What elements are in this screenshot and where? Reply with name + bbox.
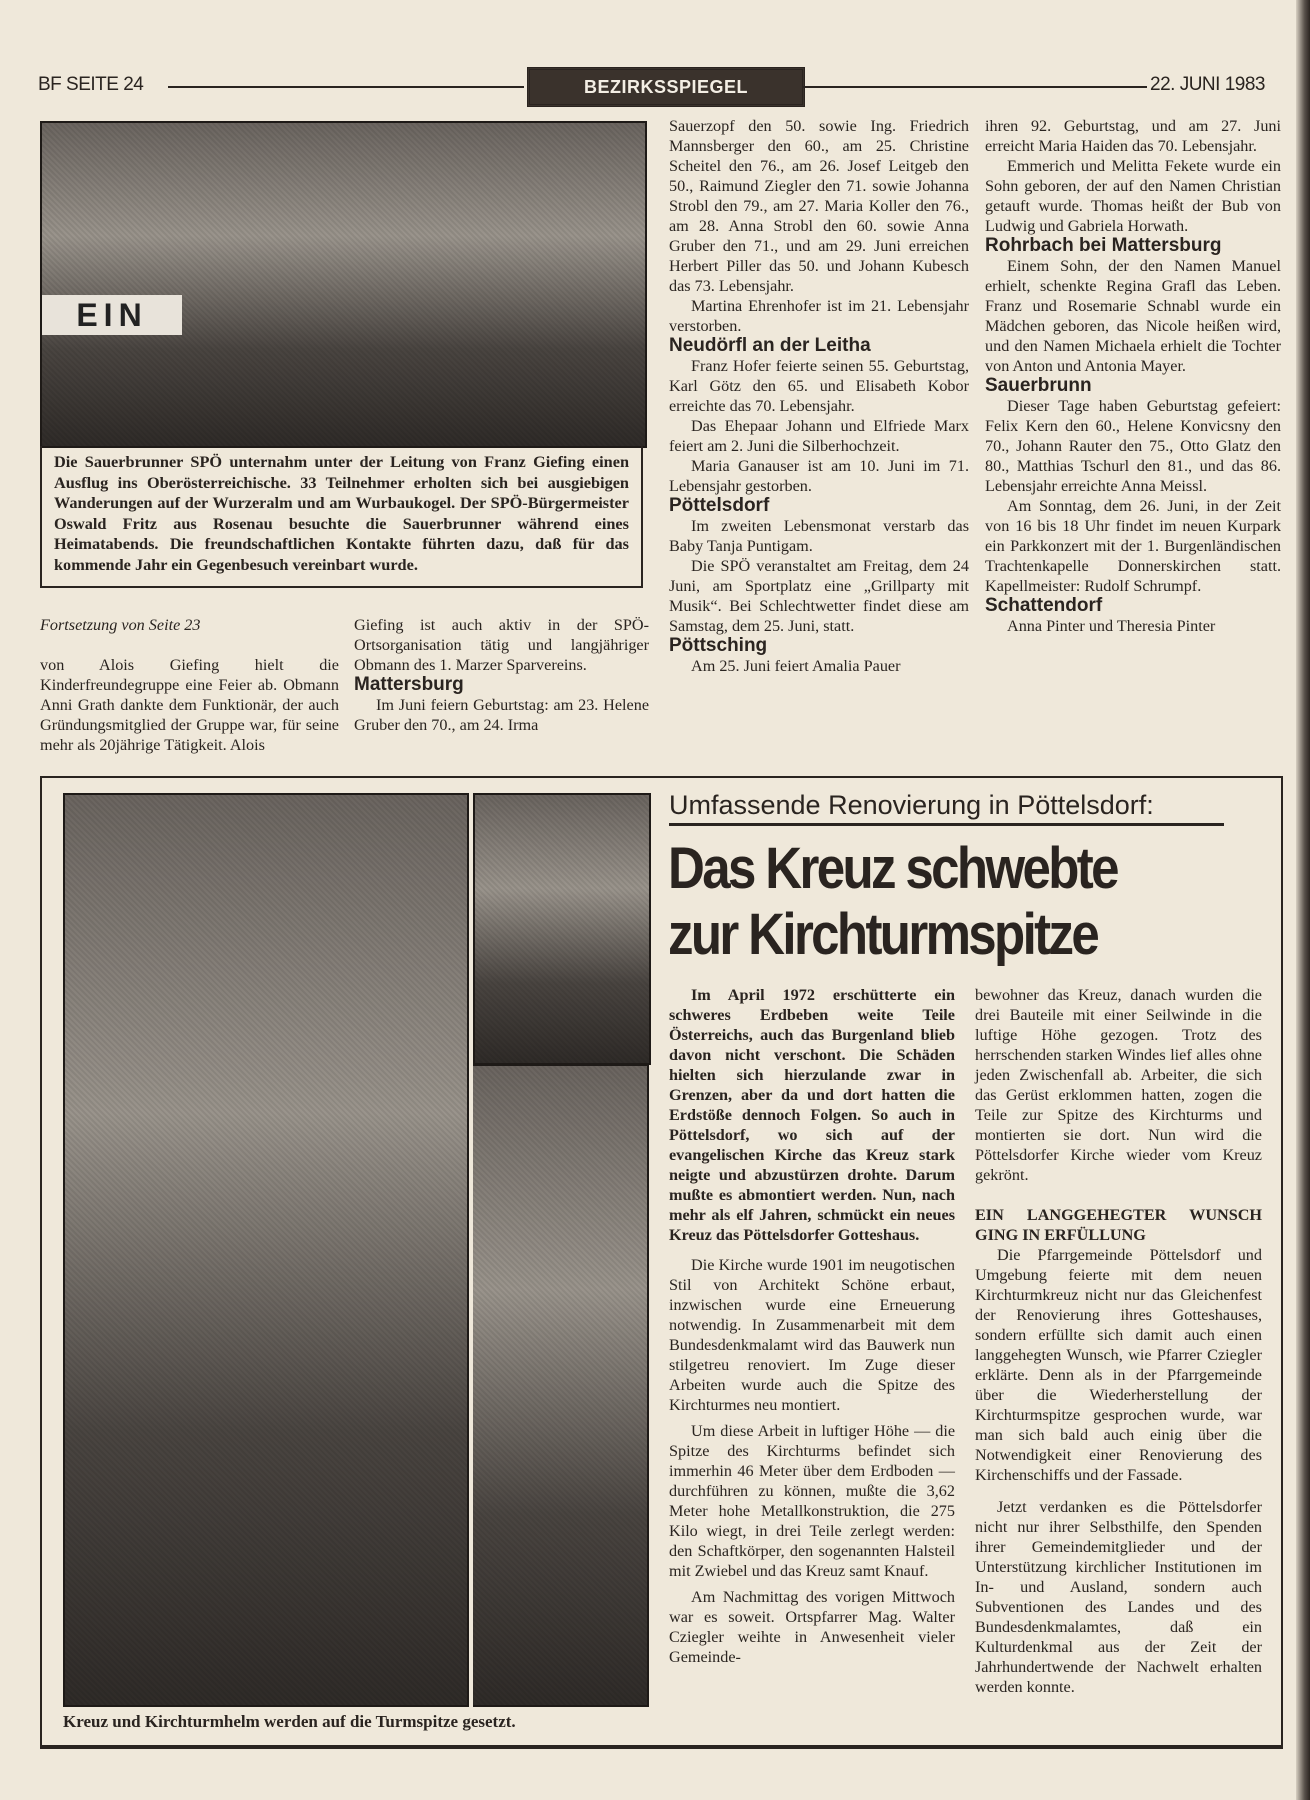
- paragraph: Giefing ist auch aktiv in der SPÖ-Ortsorganisation tätig und langjähriger Obmann des 1. Marzer Sparvereins.: [354, 616, 649, 674]
- issue-date: 22. JUNI 1983: [1150, 74, 1265, 95]
- paragraph: Anna Pinter und Theresia Pinter: [1007, 617, 1216, 635]
- paragraph: Im Juni feiern Geburtstag: am 23. Helene Gruber den 70., am 24. Irma: [354, 696, 649, 734]
- article-kicker: Umfassende Renovierung in Pöttelsdorf:: [669, 790, 1224, 826]
- paragraph: Emmerich und Melitta Fekete wurde ein Sohn geboren, der auf den Namen Christian getauft wurde. Thomas heißt der Bub von Ludwig und Gabriela Horwath.: [985, 157, 1281, 235]
- section-heading-poettsching: Pöttsching: [669, 635, 768, 656]
- paragraph: bewohner das Kreuz, danach wurden die drei Bauteile mit einer Seilwinde in die luftige Höhe gezogen. Trotz des herrschenden starken Windes lief alles ohne jeden Zwischenfall ab. Arbeiter, die sich das Gerüst erklommen hatten, zogen die Teile zur Spitze des Kirchturms und montierten sie dort. Nun wird die Pöttelsdorfer Kirche wieder vom Kreuz gekrönt.: [975, 986, 1262, 1184]
- paragraph: Franz Hofer feierte seinen 55. Geburtstag, Karl Götz den 65. und Elisabeth Kobor erreichte das 70. Lebensjahr.: [669, 357, 969, 415]
- paragraph: Jetzt verdanken es die Pöttelsdorfer nicht nur ihrer Selbsthilfe, den Spenden ihrer Gemeindemitglieder und der Unterstützung kirchlicher Institutionen im In- und Ausland, sondern auch Subventionen des Landes und des Bundesdenkmalamtes, daß ein Kulturdenkmal aus der Zeit der Jahrhundertwende der Nachwelt erhalten werden konnte.: [975, 1498, 1262, 1696]
- article-subheading: EIN LANGGEHEGTER WUNSCH GING IN ERFÜLLUNG: [975, 1206, 1262, 1244]
- feature-column-right: [975, 985, 1262, 1697]
- section-heading-schattendorf: Schattendorf: [985, 595, 1103, 616]
- feature-photo-caption: Kreuz und Kirchturmhelm werden auf die Turmspitze gesetzt.: [63, 1712, 516, 1731]
- section-banner: BEZIRKSSPIEGEL: [527, 67, 805, 107]
- section-heading-rohrbach: Rohrbach bei Mattersburg: [985, 235, 1222, 256]
- article-headline: [668, 836, 1117, 968]
- paragraph: Am 25. Juni feiert Amalia Pauer: [691, 657, 901, 675]
- paragraph: Das Ehepaar Johann und Elfriede Marx feiert am 2. Juni die Silberhochzeit.: [669, 417, 969, 455]
- paragraph: Um diese Arbeit in luftiger Höhe — die Spitze des Kirchturms befindet sich immerhin 46 Meter über dem Erdboden — durchführen zu können, mußte die 3,62 Meter hohe Metallkonstruktion, die 275 Kilo wiegt, in drei Teile zerlegt werden: den Schaftkörper, den sogenannten Halsteil mit Zwiebel und das Kreuz samt Knauf.: [669, 1422, 955, 1580]
- column-2: [354, 615, 649, 735]
- group-photo-bus: [40, 121, 647, 448]
- church-spire-photo: [63, 793, 469, 1707]
- page-number: BF SEITE 24: [38, 74, 144, 95]
- paragraph: ihren 92. Geburtstag, und am 27. Juni erreicht Maria Haiden das 70. Lebensjahr.: [985, 117, 1281, 155]
- feature-column-left: [669, 985, 955, 1667]
- column-1: [40, 615, 339, 755]
- paragraph: Sauerzopf den 50. sowie Ing. Friedrich Mannsberger den 60., am 25. Christine Scheitel den 76., am 26. Josef Leitgeb den 50., Raimund Ziegler den 71. sowie Johanna Strobl den 79., am 27. Maria Koller den 76., am 28. Anna Strobl den 60. sowie Anna Gruber den 71., und am 29. Juni erreichen Herbert Piller das 50. und Johann Kubesch das 73. Lebensjahr.: [669, 117, 969, 295]
- paragraph: Die Kirche wurde 1901 im neugotischen Stil von Architekt Schöne erbaut, inzwischen wurde eine Erneuerung notwendig. In Zusammenarbeit mit dem Bundesdenkmalamt wird das Bauwerk nun stilgetreu renoviert. Im Zuge dieser Arbeiten wurde auch die Spitze des Kirchturmes neu montiert.: [669, 1256, 955, 1414]
- workers-photo: [473, 1064, 649, 1707]
- paragraph: Einem Sohn, der den Namen Manuel erhielt, schenkte Regina Grafl das Leben. Franz und Rosemarie Schnabl wurde ein Mädchen geboren, das Nicole heißen wird, und den Namen Michaela erhielt die Tochter von Anton und Antonia Mayer.: [985, 257, 1281, 375]
- scaffolding-photo: [473, 793, 651, 1065]
- paragraph: Martina Ehrenhofer ist im 21. Lebensjahr verstorben.: [669, 297, 969, 335]
- section-heading-sauerbrunn: Sauerbrunn: [985, 375, 1092, 396]
- paragraph: Am Nachmittag des vorigen Mittwoch war es soweit. Ortspfarrer Mag. Walter Cziegler weihte in Anwesenheit vieler Gemeinde-: [669, 1588, 955, 1666]
- paragraph: Am Sonntag, dem 26. Juni, in der Zeit von 16 bis 18 Uhr findet im neuen Kurpark ein Parkkonzert mit der 1. Burgenländischen Trachtenkapelle Donnerskirchen statt. Kapellmeister: Rudolf Schrumpf.: [985, 497, 1281, 595]
- paragraph: Dieser Tage haben Geburtstag gefeiert: Felix Kern den 60., Helene Konvicsny den 70., Johann Rauter den 75., Otto Glatz den 80., Matthias Tschurl den 81., und das 86. Lebensjahr erreichte Anna Meissl.: [985, 397, 1281, 495]
- headline-line-2: zur Kirchturmspitze: [668, 902, 1098, 967]
- header-rule-right: [802, 86, 1147, 88]
- column-4: [985, 116, 1281, 636]
- bus-sign: EIN: [42, 295, 182, 335]
- column-3: [669, 116, 969, 676]
- section-heading-mattersburg: Mattersburg: [354, 674, 464, 695]
- page-binding-shadow: [1296, 0, 1310, 1800]
- paragraph: Im zweiten Lebensmonat verstarb das Baby Tanja Puntigam.: [669, 517, 969, 555]
- paragraph: Die Pfarrgemeinde Pöttelsdorf und Umgebung feierte mit dem neuen Kirchturmkreuz nicht nur das Gleichenfest der Renovierung ihres Gotteshauses, sondern erfüllte sich damit auch einen langgehegten Wunsch, wie Pfarrer Cziegler erklärte. Denn als in der Pfarrgemeinde über die Wiederherstellung der Kirchturmspitze gesprochen wurde, war man sich bald auch einig über die Notwendigkeit einer Renovierung des Kirchenschiffs und der Fassade.: [975, 1246, 1262, 1484]
- header-rule-left: [168, 86, 524, 88]
- paragraph: Maria Ganauser ist am 10. Juni im 71. Lebensjahr gestorben.: [669, 457, 969, 495]
- headline-line-1: Das Kreuz schwebte: [668, 836, 1117, 901]
- continued-note: Fortsetzung von Seite 23: [40, 616, 201, 634]
- section-heading-neudoerfl: Neudörfl an der Leitha: [669, 335, 871, 356]
- paragraph: von Alois Giefing hielt die Kinderfreundegruppe eine Feier ab. Obmann Anni Grath dankte dem Funktionär, der auch Gründungsmitglied der Gruppe war, für seine mehr als 20jährige Tätigkeit. Alois: [40, 656, 339, 754]
- photo-caption: Die Sauerbrunner SPÖ unternahm unter der Leitung von Franz Giefing einen Ausflug ins Oberösterreichische. 33 Teilnehmer erholten sich bei ausgiebigen Wanderungen auf der Wurzeralm und am Wurbaukogel. Der SPÖ-Bürgermeister Oswald Fritz aus Rosenau besuchte die Sauerbrunner während eines Heimatabends. Die freundschaftlichen Kontakte führten dazu, daß für das kommende Jahr ein Gegenbesuch vereinbart wurde.: [40, 446, 643, 588]
- paragraph: Die SPÖ veranstaltet am Freitag, dem 24 Juni, am Sportplatz eine „Grillparty mit Musik“. Bei Schlechtwetter findet diese am Samstag, dem 25. Juni, statt.: [669, 557, 969, 635]
- section-heading-poettelsdorf: Pöttelsdorf: [669, 495, 770, 516]
- lead-paragraph: Im April 1972 erschütterte ein schweres Erdbeben weite Teile Österreichs, auch das Burgenland blieb davon nicht verschont. Die Schäden hielten sich hierzulande zwar in Grenzen, aber da und dort hatten die Erdstöße dennoch Folgen. So auch in Pöttelsdorf, wo sich auf der evangelischen Kirche das Kreuz stark neigte und abzustürzen drohte. Darum mußte es abmontiert werden. Nun, nach mehr als elf Jahren, schmückt ein neues Kreuz das Pöttelsdorfer Gotteshaus.: [669, 986, 955, 1244]
